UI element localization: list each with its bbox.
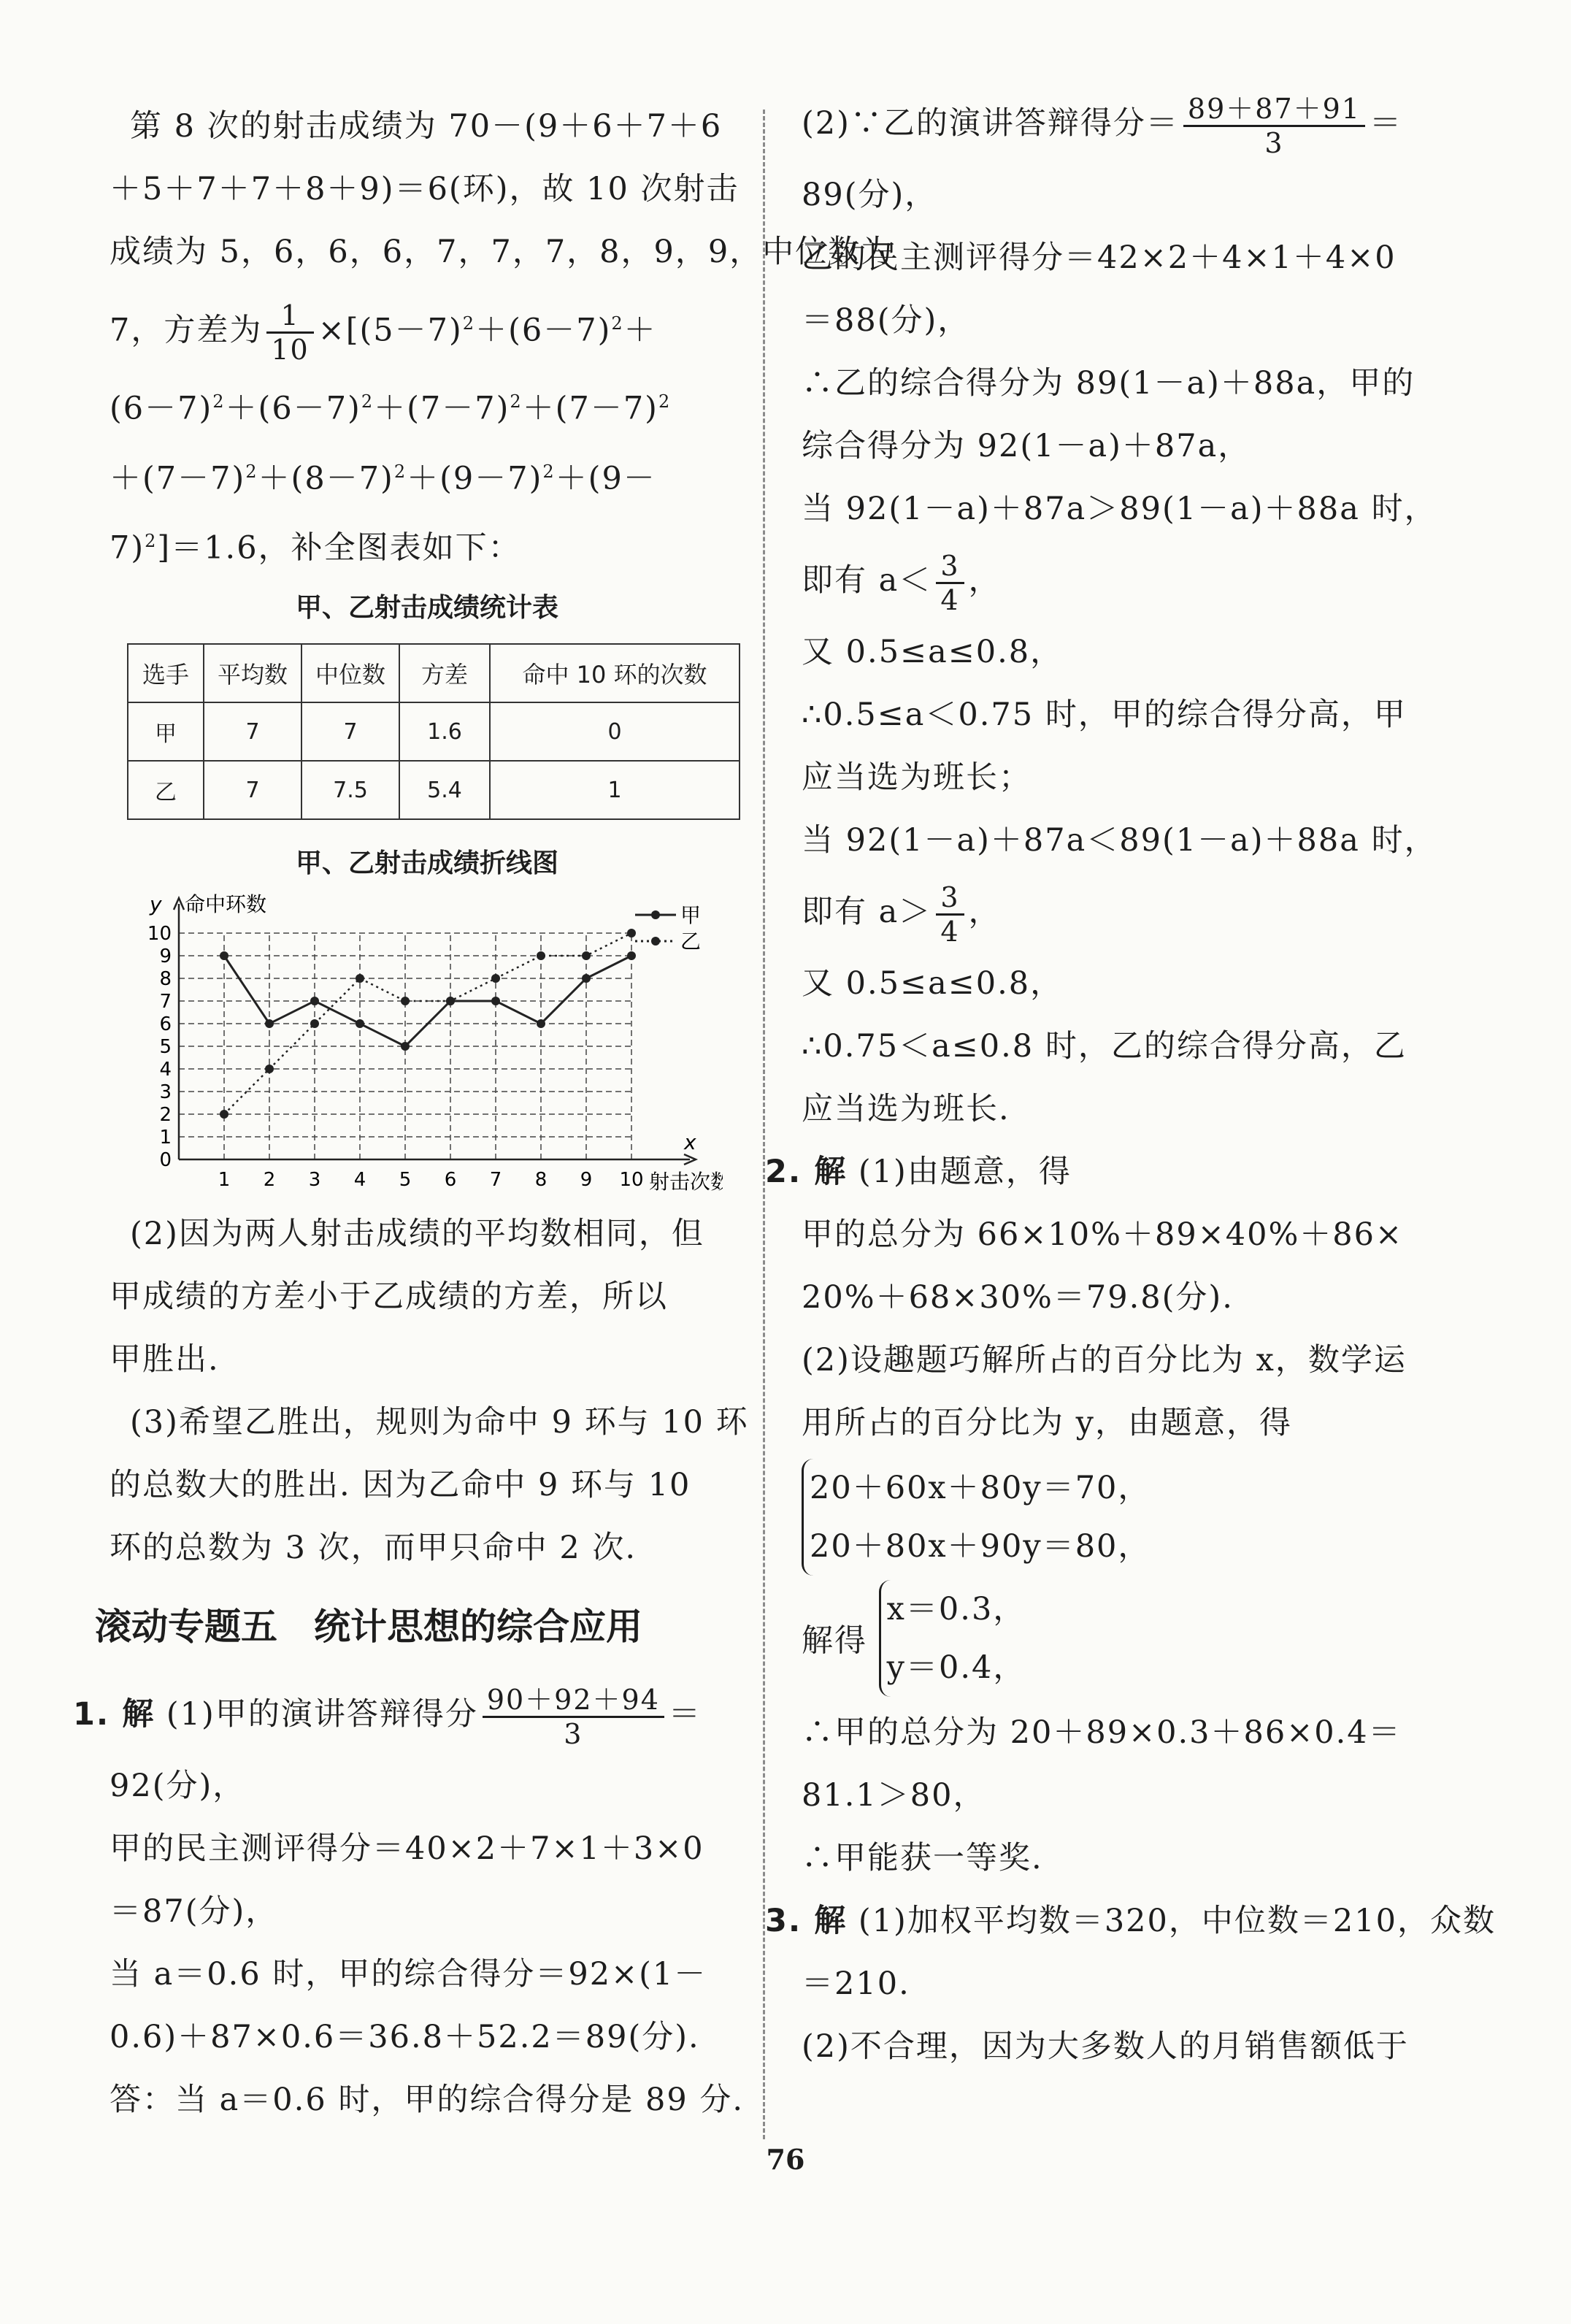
text-line: 乙的民主测评得分＝42×2＋4×1＋4×0	[802, 239, 1397, 276]
text-line: 甲的总分为 66×10%＋89×40%＋86×	[802, 1216, 1404, 1253]
x-tick-label: 10	[619, 1169, 644, 1192]
data-point	[537, 1019, 545, 1028]
text-line: 应当选为班长.	[802, 1091, 1010, 1127]
text-line: 又 0.5≤a≤0.8，	[802, 634, 1064, 670]
text-line: 7)$^2$]＝1.6，补全图表如下：	[110, 529, 521, 567]
data-point	[491, 974, 500, 983]
table-cell: 乙	[128, 761, 204, 819]
data-point	[265, 1065, 274, 1073]
text-line: (2)设趣题巧解所占的百分比为 x，数学运	[802, 1342, 1407, 1378]
y-tick-label: 4	[159, 1059, 172, 1081]
text-line: 甲的民主测评得分＝40×2＋7×1＋3×0	[110, 1830, 704, 1868]
text-line: 又 0.5≤a≤0.8，	[802, 965, 1064, 1002]
text-line: 成绩为 5，6，6，6，7，7，7，8，9，9，中位数为	[110, 234, 894, 270]
text-line: 甲胜出.	[110, 1341, 220, 1378]
y-tick-label: 2	[159, 1104, 172, 1127]
text-line: (2)∵乙的演讲答辩得分＝ $\frac{89+87+91}{3}$ ＝	[802, 92, 1402, 159]
brace: x＝0.3， y＝0.4，	[879, 1580, 1026, 1697]
table-cell: 7.5	[301, 761, 399, 819]
data-point	[446, 997, 455, 1005]
text-line: $(6-7)^2+(6-7)^2+(7-7)^2+(7-7)^2$	[110, 390, 672, 427]
x-tick-label: 4	[353, 1169, 366, 1192]
legend-marker	[651, 910, 660, 919]
text-line: ∴0.5≤a＜0.75 时，甲的综合得分高，甲	[802, 697, 1407, 733]
table-cell: 0	[490, 702, 740, 761]
header-cell: 中位数	[301, 644, 399, 702]
table-cell: 1	[490, 761, 740, 819]
table-row	[128, 702, 740, 761]
stats-table	[127, 643, 740, 820]
table-cell: 5.4	[399, 761, 490, 819]
text-line: $+(7-7)^2+(8-7)^2+(9-7)^2+(9-$	[110, 459, 656, 496]
section-title: 滚动专题五 统计思想的综合应用	[95, 1606, 642, 1649]
data-point	[220, 951, 228, 960]
text-line: 即有 a＞ $\frac{3}{4}$ ，	[802, 881, 1002, 948]
text-line: ＝210.	[802, 1966, 910, 2002]
data-point	[265, 1019, 274, 1028]
y-tick-label: 10	[147, 923, 172, 946]
y-tick-label: 6	[159, 1013, 172, 1036]
text-line: 答：当 a＝0.6 时，甲的综合得分是 89 分.	[110, 2082, 745, 2119]
x-tick-label: 9	[580, 1169, 593, 1192]
text-line: 综合得分为 92(1－a)＋87a，	[802, 428, 1251, 464]
text-line: 环的总数为 3 次，而甲只命中 2 次.	[110, 1530, 637, 1567]
legend-marker	[651, 937, 660, 946]
text-line: ∴甲能获一等奖.	[802, 1840, 1043, 1876]
text-line: ＝88(分)，	[802, 302, 971, 339]
text-line: ∴乙的综合得分为 89(1－a)＋88a，甲的	[802, 365, 1416, 402]
text-line: 第 8 次的射击成绩为 70－(9＋6＋7＋6	[130, 108, 723, 145]
y-tick-label: 7	[159, 991, 172, 1013]
data-point	[537, 951, 545, 960]
solution-system: 解得 x＝0.3， y＝0.4，	[802, 1580, 1444, 1697]
legend-label: 甲	[680, 903, 702, 928]
y-tick-label: 1	[159, 1127, 172, 1149]
text-line: 当 a＝0.6 时，甲的综合得分＝92×(1－	[110, 1956, 707, 1993]
x-tick-label: 8	[534, 1169, 548, 1192]
data-point	[627, 929, 636, 937]
table-caption: 甲、乙射击成绩统计表	[295, 593, 558, 624]
data-point	[627, 951, 636, 960]
data-point	[582, 974, 591, 983]
chart-caption: 甲、乙射击成绩折线图	[295, 848, 558, 879]
table-cell: 7	[204, 702, 301, 761]
y-tick-label: 9	[159, 946, 172, 968]
text-line: (2)不合理，因为大多数人的月销售额低于	[802, 2028, 1409, 2065]
variance-formula: 7，方差为 $\frac{1}{10}$ $\times[(5-7)^2+(6-7)^2+$	[110, 299, 657, 366]
data-point	[310, 1019, 319, 1028]
table-cell: 1.6	[399, 702, 490, 761]
brace: 20＋60x＋80y＝70， 20＋80x＋90y＝80，	[802, 1459, 1151, 1576]
equation-system	[802, 1459, 1444, 1576]
text-line: ＋5＋7＋7＋8＋9)＝6(环)，故 10 次射击	[110, 171, 740, 207]
data-point	[356, 1019, 364, 1028]
text-line: 20%＋68×30%＝79.8(分).	[802, 1279, 1234, 1316]
text-line: 81.1＞80，	[802, 1777, 986, 1814]
text-line: ＝87(分)，	[110, 1893, 279, 1930]
right-column	[765, 92, 1496, 2078]
table-row	[128, 761, 740, 819]
text-line: 当 92(1－a)＋87a＞89(1－a)＋88a 时，	[802, 491, 1437, 527]
page-number: 76	[766, 2143, 805, 2176]
header-cell: 平均数	[204, 644, 301, 702]
text-line: 即有 a＜ $\frac{3}{4}$ ，	[802, 549, 1002, 616]
x-tick-label: 6	[444, 1169, 457, 1192]
text-line: ∴甲的总分为 20＋89×0.3＋86×0.4＝	[802, 1714, 1402, 1751]
table-cell: 7	[204, 761, 301, 819]
y-tick-label: 8	[159, 968, 172, 991]
text-line: 当 92(1－a)＋87a＜89(1－a)＋88a 时，	[802, 822, 1437, 859]
data-point	[220, 1110, 228, 1119]
data-point	[491, 997, 500, 1005]
text-line: ∴0.75＜a≤0.8 时，乙的综合得分高，乙	[802, 1028, 1407, 1065]
text-line: 92(分)，	[110, 1768, 246, 1805]
table-header-row	[128, 644, 740, 702]
data-point	[356, 974, 364, 983]
x-tick-label: 5	[399, 1169, 412, 1192]
x-tick-label: 7	[489, 1169, 502, 1192]
question-3: 3. 解 (1)加权平均数＝320，中位数＝210，众数	[765, 1903, 1496, 1939]
table-cell: 甲	[128, 702, 204, 761]
text-line: 用所占的百分比为 y，由题意，得	[802, 1405, 1292, 1441]
text-line: 89(分)，	[802, 177, 938, 213]
data-point	[401, 1042, 410, 1051]
y-tick-label: 3	[159, 1081, 172, 1104]
line-chart	[110, 893, 723, 1200]
data-point	[401, 997, 410, 1005]
question-2: 2. 解 (1)由题意，得	[765, 1154, 1072, 1190]
question-1: 1. 解 (1)甲的演讲答辩得分 $\frac{90+92+94}{3}$ ＝	[73, 1683, 702, 1750]
x-axis-label: 射击次数	[649, 1170, 723, 1194]
x-tick-label: 2	[263, 1169, 276, 1192]
text-line: 应当选为班长；	[802, 759, 1032, 796]
y-axis-label: 命中环数	[185, 893, 267, 917]
fraction: $\frac{89+87+91}{3}$	[1183, 93, 1365, 159]
y-axis-name: y	[150, 893, 162, 917]
text-line: 的总数大的胜出. 因为乙命中 9 环与 10	[110, 1467, 691, 1504]
text-line: (3)希望乙胜出，规则为命中 9 环与 10 环	[130, 1404, 749, 1441]
y-tick-label: 0	[159, 1149, 172, 1172]
fraction: $\frac{90+92+94}{3}$	[483, 1684, 664, 1750]
data-point	[582, 951, 591, 960]
text-line: 甲成绩的方差小于乙成绩的方差，所以	[110, 1278, 668, 1316]
text-line: (2)因为两人射击成绩的平均数相同，但	[130, 1216, 704, 1253]
fraction: $\frac{3}{4}$	[936, 881, 964, 948]
x-tick-label: 3	[308, 1169, 321, 1192]
header-cell: 命中 10 环的次数	[490, 644, 740, 702]
column-divider	[763, 110, 765, 2139]
fraction: $\frac{3}{4}$	[936, 550, 964, 616]
header-cell: 方差	[399, 644, 490, 702]
data-point	[310, 997, 319, 1005]
x-tick-label: 1	[218, 1169, 231, 1192]
x-axis-name: x	[684, 1130, 696, 1155]
fraction: $\frac{1}{10}$	[266, 299, 313, 366]
text-line: 0.6)＋87×0.6＝36.8＋52.2＝89(分).	[110, 2019, 700, 2056]
legend-label: 乙	[680, 929, 702, 954]
header-cell: 选手	[128, 644, 204, 702]
table-cell: 7	[301, 702, 399, 761]
y-tick-label: 5	[159, 1036, 172, 1059]
